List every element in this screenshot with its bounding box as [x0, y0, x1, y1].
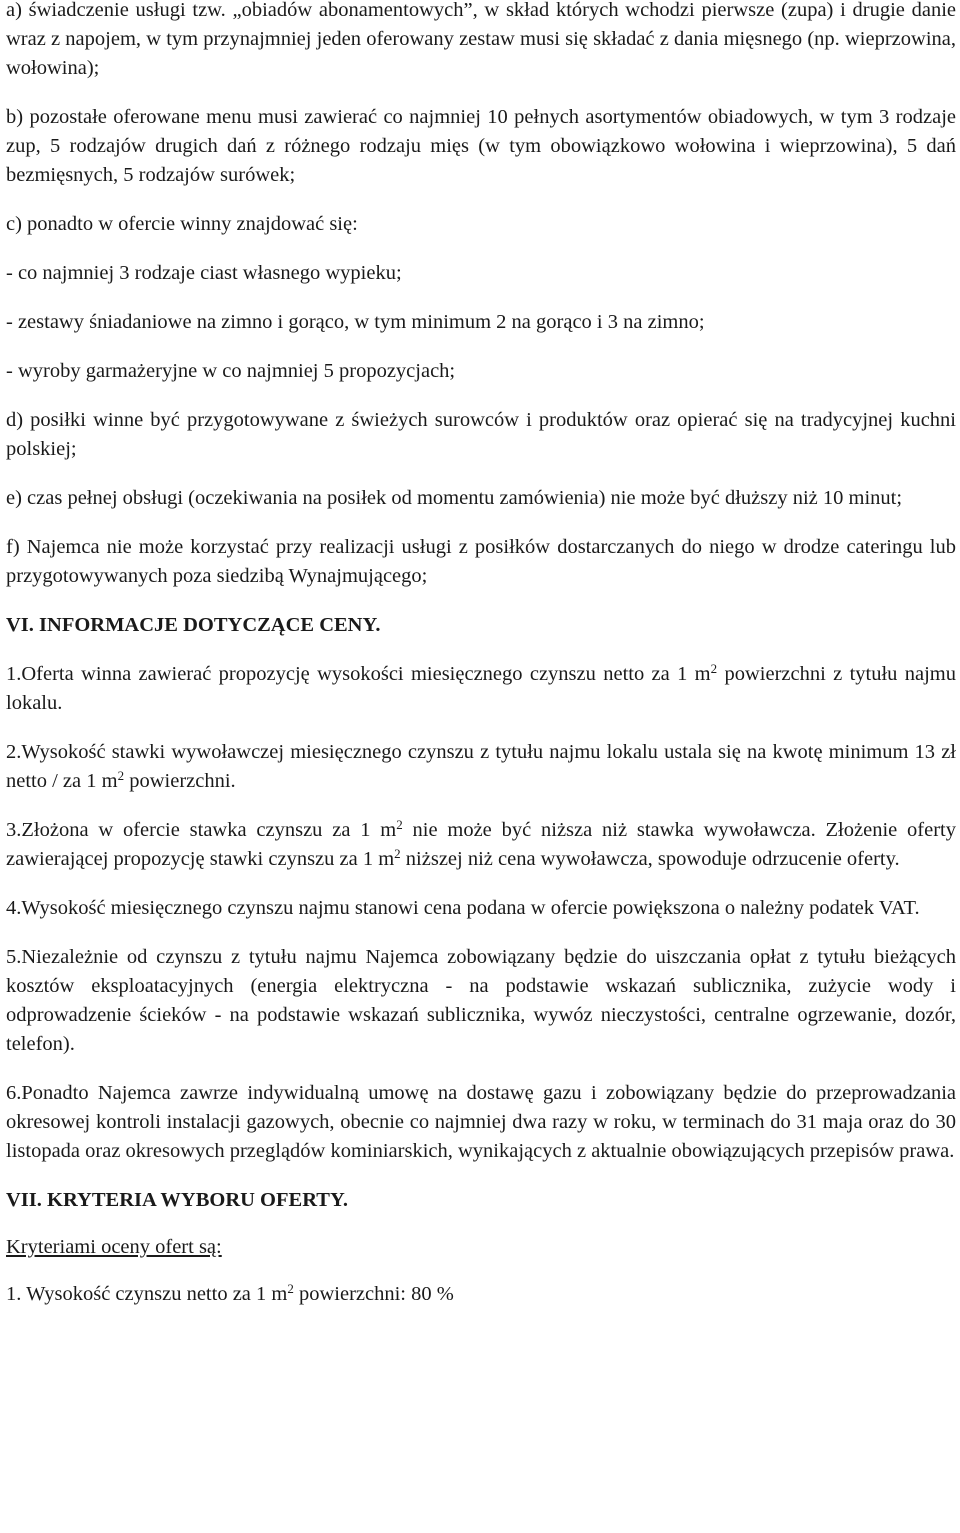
criteria-item-1 — [6, 1280, 956, 1309]
section-7-heading: VII. KRYTERIA WYBORU OFERTY. — [6, 1189, 349, 1211]
criteria-item-1-text-b: powierzchni: 80 % — [293, 1283, 454, 1305]
section-6-point-6: 6.Ponadto Najemca zawrze indywidualną umowę na dostawę gazu i zobowiązany będzie do przeprowadzania okresowej kontroli instalacji gazowych, obecnie co najmniej dwa razy w roku, w terminach do 31 maja oraz do 30 listopada oraz okresowych przeglądów kominiarskich, wynikających z aktualnie obowiązujących przepisów prawa. — [6, 1082, 956, 1162]
paragraph-c-item-1: - co najmniej 3 rodzaje ciast własnego wypieku; — [6, 262, 402, 284]
paragraph-e: e) czas pełnej obsługi (oczekiwania na posiłek od momentu zamówienia) nie może być dłuższy niż 10 minut; — [6, 487, 903, 509]
paragraph-c-item-2: - zestawy śniadaniowe na zimno i gorąco, w tym minimum 2 na gorąco i 3 na zimno; — [6, 311, 705, 333]
point-1-text-b: powierzchni z tytułu najmu lokalu. — [6, 663, 956, 714]
document-page — [6, 0, 956, 1309]
point-3-text-a: 3.Złożona w ofercie stawka czynszu za 1 m — [6, 819, 397, 841]
section-6-heading: VI. INFORMACJE DOTYCZĄCE CENY. — [6, 614, 381, 636]
section-6-point-5: 5.Niezależnie od czynszu z tytułu najmu Najemca zobowiązany będzie do uiszczania opłat z tytułu bieżących kosztów eksploatacyjnych (energia elektryczna - na podstawie wskazań sublicznika, zużycie wody i odprowadzenie ścieków - na podstawie wskazań sublicznika, wywóz nieczystości, centralne ogrzewanie, dozór, telefon). — [6, 946, 956, 1055]
paragraph-b: b) pozostałe oferowane menu musi zawierać co najmniej 10 pełnych asortymentów obiadowych, w tym 3 rodzaje zup, 5 rodzajów drugich dań z różnego rodzaju mięs (w tym obowiązkowo wołowina i wieprzowina), 5 dań bezmięsnych, 5 rodzajów surówek; — [6, 106, 956, 186]
section-6-point-3 — [6, 816, 956, 874]
point-2-text-b: powierzchni. — [124, 770, 236, 792]
paragraph-f: f) Najemca nie może korzystać przy realizacji usługi z posiłków dostarczanych do niego w drodze cateringu lub przygotowywanych poza siedzibą Wynajmującego; — [6, 536, 956, 587]
paragraph-c: c) ponadto w ofercie winny znajdować się: — [6, 213, 358, 235]
superscript-2: 2 — [287, 1280, 294, 1296]
section-6-point-4: 4.Wysokość miesięcznego czynszu najmu stanowi cena podana w ofercie powiększona o należny podatek VAT. — [6, 897, 920, 919]
superscript-2: 2 — [710, 660, 718, 676]
point-3-text-c: niższej niż cena wywoławcza, spowoduje odrzucenie oferty. — [400, 848, 900, 870]
point-3-text-b: nie może być niższa niż stawka wywoławcza. Złożenie oferty zawierającej propozycję stawki czynszu za 1 m — [6, 819, 956, 870]
criteria-item-1-text-a: 1. Wysokość czynszu netto za 1 m — [6, 1283, 288, 1305]
paragraph-d: d) posiłki winne być przygotowywane z świeżych surowców i produktów oraz opierać się na tradycyjnej kuchni polskiej; — [6, 409, 956, 460]
section-6-point-1 — [6, 660, 956, 718]
paragraph-a: a) świadczenie usługi tzw. „obiadów abonamentowych”, w skład których wchodzi pierwsze (zupa) i drugie danie wraz z napojem, w tym przynajmniej jeden oferowany zestaw musi się składać z dania mięsnego (np. wieprzowina, wołowina); — [6, 0, 956, 79]
superscript-2: 2 — [394, 845, 401, 861]
paragraph-c-item-3: - wyroby garmażeryjne w co najmniej 5 propozycjach; — [6, 360, 456, 382]
superscript-2: 2 — [117, 767, 125, 783]
superscript-2: 2 — [396, 816, 403, 832]
point-1-text-a: 1.Oferta winna zawierać propozycję wysokości miesięcznego czynszu netto za 1 m — [6, 663, 711, 685]
section-6-point-2 — [6, 738, 956, 796]
point-2-text-a: 2.Wysokość stawki wywoławczej miesięcznego czynszu z tytułu najmu lokalu ustala się na kwotę minimum 13 zł netto / za 1 m — [6, 741, 956, 792]
section-7-subtitle: Kryteriami oceny ofert są: — [6, 1236, 222, 1258]
